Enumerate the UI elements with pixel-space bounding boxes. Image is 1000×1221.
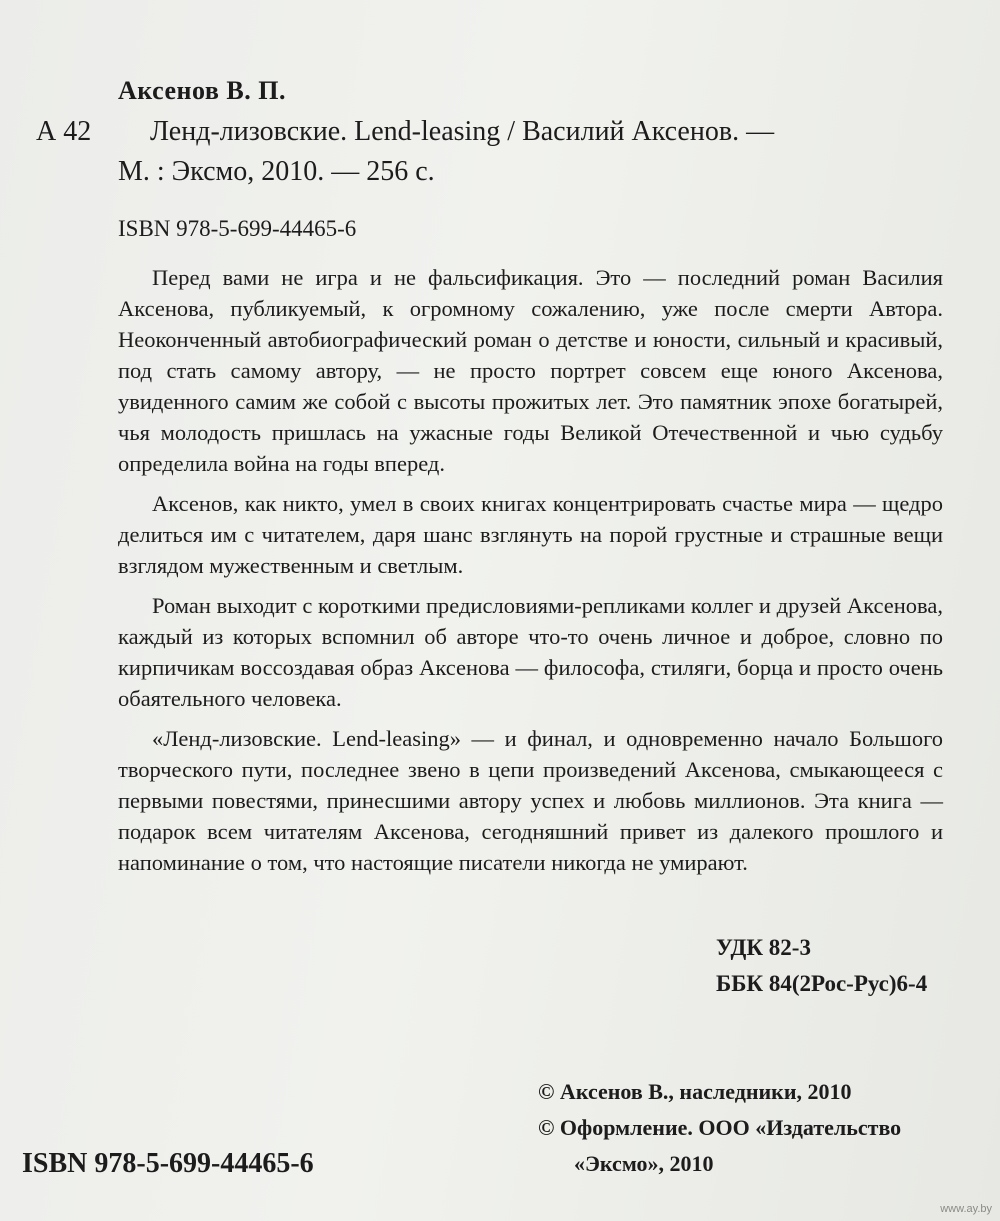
- copyright-line-1: © Аксенов В., наследники, 2010: [538, 1079, 852, 1104]
- annotation-paragraph: «Ленд-лизовские. Lend-leasing» — и финал, и одновременно начало Большого творческого пути, последнее звено в цепи произведений Аксенова, смыкающееся с первыми повестями, принесшими автору успех и любовь миллионов. Эта книга — подарок всем читателям Аксенова, сегодняшний привет из далекого прошлого и напоминание о том, что настоящие писатели никогда не умирают.: [118, 726, 943, 875]
- title-line-1: Ленд-лизовские. Lend-leasing / Василий Аксенов. —: [150, 116, 775, 147]
- isbn-top: ISBN 978-5-699-44465-6: [118, 216, 357, 241]
- author-heading: Аксенов В. П.: [118, 76, 286, 105]
- annotation-text: [118, 262, 943, 887]
- classification-codes: [716, 930, 927, 1002]
- bleed-through-text: [170, 0, 1000, 40]
- udk-code: УДК 82-3: [716, 935, 811, 960]
- copyright-line-3: «Эксмо», 2010: [574, 1151, 714, 1176]
- copyright-block: [538, 1074, 901, 1182]
- bbk-code: ББК 84(2Рос-Рус)6-4: [716, 971, 928, 996]
- annotation-paragraph: Аксенов, как никто, умел в своих книгах концентрировать счастье мира — щедро делиться им с читателем, даря шанс взглянуть на порой грустные и страшные вещи взглядом мужественным и светлым.: [118, 491, 943, 578]
- watermark: www.ay.by: [940, 1203, 992, 1215]
- title-line-2: М. : Эксмо, 2010. — 256 с.: [118, 156, 435, 187]
- annotation-paragraph: Роман выходит с короткими предисловиями-репликами коллег и друзей Аксенова, каждый из которых вспомнил об авторе что-то очень личное и доброе, словно по кирпичикам воссоздавая образ Аксенова — философа, стиляги, борца и просто очень обаятельного человека.: [118, 593, 943, 711]
- shelf-code: А 42: [36, 116, 92, 147]
- annotation-paragraph: Перед вами не игра и не фальсификация. Это — последний роман Василия Аксенова, публикуемый, к огромному сожалению, уже после смерти Автора. Неоконченный автобиографический роман о детстве и юности, сильный и красивый, под стать самому автору, — не просто портрет совсем еще юного Аксенова, увиденного самим же собой с высоты прожитых лет. Это памятник эпохе богатырей, чья молодость пришлась на ужасные годы Великой Отечественной и чью судьбу определила война на годы вперед.: [118, 265, 943, 476]
- copyright-line-2: © Оформление. ООО «Издательство: [538, 1115, 902, 1140]
- isbn-bottom: ISBN 978-5-699-44465-6: [22, 1148, 314, 1179]
